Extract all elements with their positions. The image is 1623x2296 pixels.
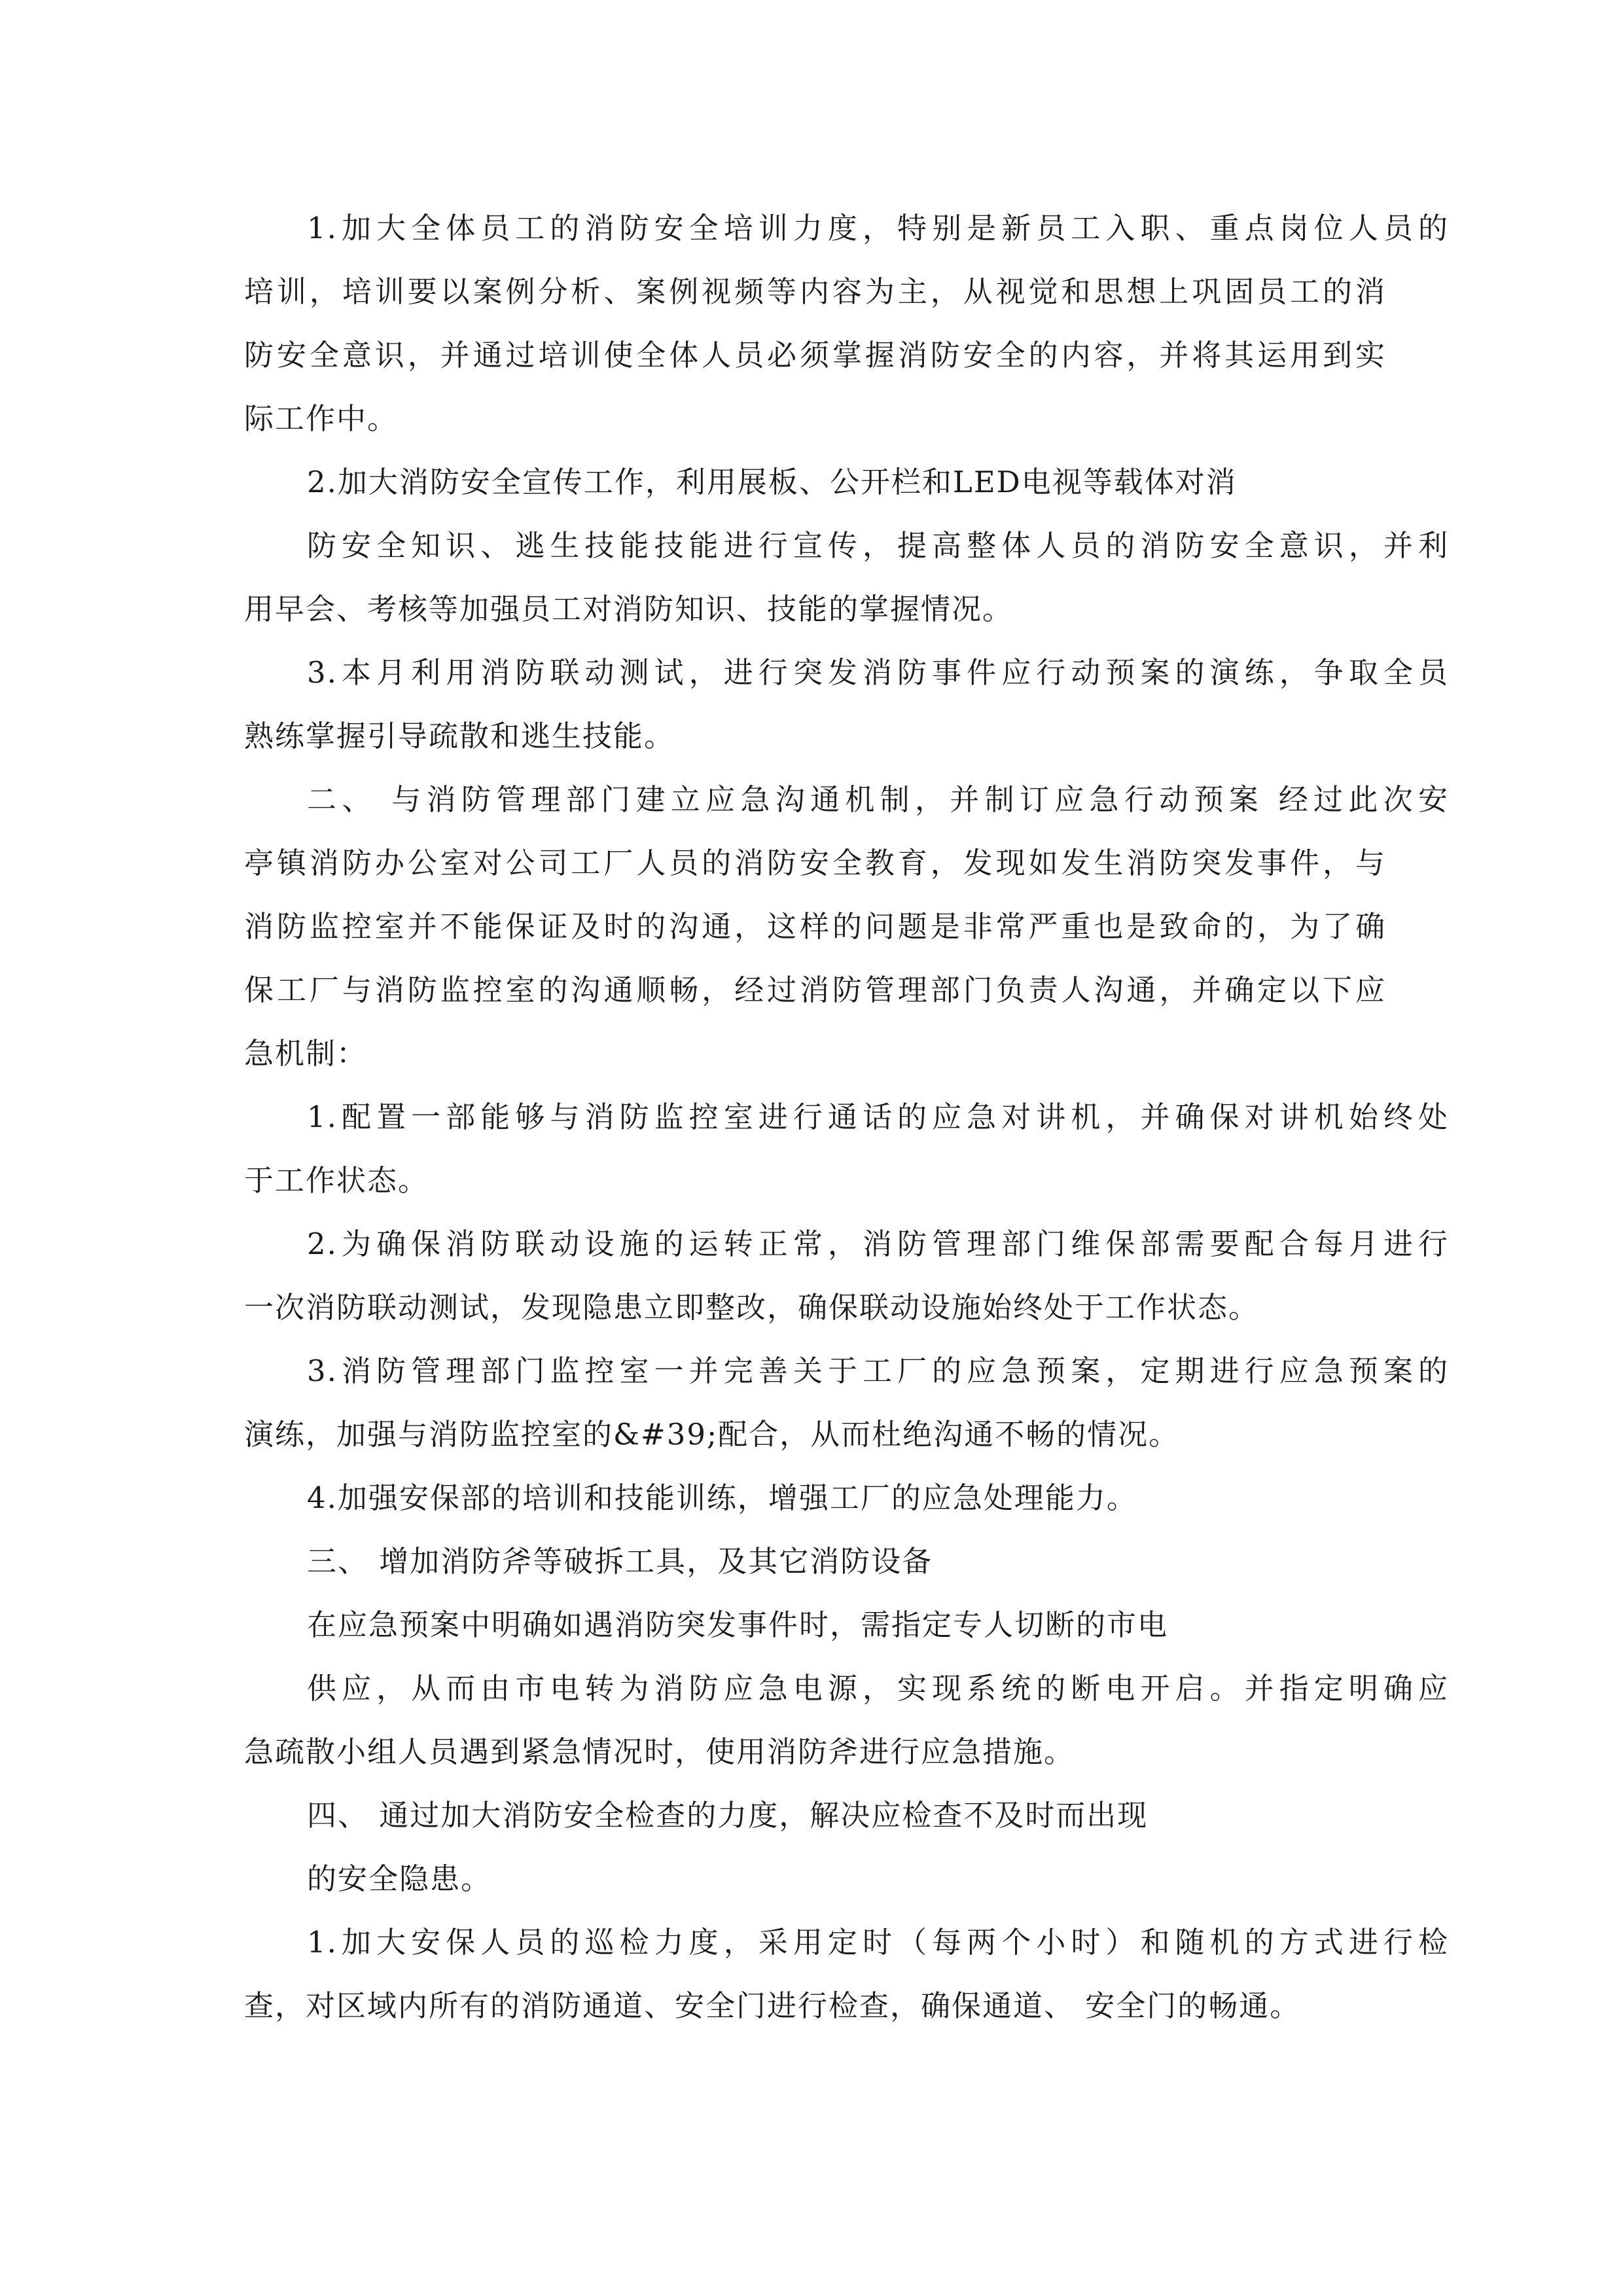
paragraph-line: 熟练掌握引导疏散和逃生技能。 <box>244 719 675 753</box>
document-body <box>244 196 1449 2037</box>
paragraph-line: 防安全意识，并通过培训使全体人员必须掌握消防安全的内容，并将其运用到实 <box>244 338 1386 372</box>
paragraph-line: 际工作中。 <box>244 401 399 436</box>
paragraph-line: 2.加大消防安全宣传工作，利用展板、公开栏和LED电视等载体对消 <box>307 465 1237 499</box>
section-heading-4: 四、 通过加大消防安全检查的力度，解决应检查不及时而出现 <box>307 1798 1149 1833</box>
paragraph-line: 消防监控室并不能保证及时的沟通，这样的问题是非常严重也是致命的，为了确 <box>244 909 1386 944</box>
paragraph-line: 的安全隐患。 <box>307 1861 492 1896</box>
paragraph-line: 2.为确保消防联动设施的运转正常，消防管理部门维保部需要配合每月进行 <box>307 1227 1449 1261</box>
paragraph-line: 亭镇消防办公室对公司工厂人员的消防安全教育，发现如发生消防突发事件，与 <box>244 846 1386 880</box>
paragraph-line: 演练，加强与消防监控室的&#39;配合，从而杜绝沟通不畅的情况。 <box>244 1417 1180 1452</box>
paragraph-line: 查，对区域内所有的消防通道、安全门进行检查，确保通道、 安全门的畅通。 <box>244 1988 1301 2023</box>
paragraph-line: 于工作状态。 <box>244 1163 429 1198</box>
paragraph-line: 在应急预案中明确如遇消防突发事件时，需指定专人切断的市电 <box>307 1607 1169 1642</box>
paragraph-line: 3.本月利用消防联动测试，进行突发消防事件应行动预案的演练，争取全员 <box>307 655 1449 690</box>
paragraph-line: 急疏散小组人员遇到紧急情况时，使用消防斧进行应急措施。 <box>244 1734 1075 1769</box>
paragraph-line: 1.配置一部能够与消防监控室进行通话的应急对讲机，并确保对讲机始终处 <box>307 1100 1449 1134</box>
paragraph-line: 急机制： <box>244 1036 368 1071</box>
paragraph-line: 用早会、考核等加强员工对消防知识、技能的掌握情况。 <box>244 592 1014 626</box>
paragraph-line: 供应，从而由市电转为消防应急电源，实现系统的断电开启。并指定明确应 <box>307 1671 1449 1706</box>
paragraph-line: 3.消防管理部门监控室一并完善关于工厂的应急预案，定期进行应急预案的 <box>307 1354 1449 1388</box>
paragraph-line: 一次消防联动测试，发现隐患立即整改，确保联动设施始终处于工作状态。 <box>244 1290 1260 1325</box>
paragraph-line: 保工厂与消防监控室的沟通顺畅，经过消防管理部门负责人沟通，并确定以下应 <box>244 973 1386 1007</box>
paragraph-line: 培训，培训要以案例分析、案例视频等内容为主，从视觉和思想上巩固员工的消 <box>244 274 1386 309</box>
paragraph-line: 防安全知识、逃生技能技能进行宣传，提高整体人员的消防安全意识，并利 <box>307 528 1449 563</box>
paragraph-line: 1.加大安保人员的巡检力度，采用定时（每两个小时）和随机的方式进行检 <box>307 1925 1449 1960</box>
section-heading-3: 三、 增加消防斧等破拆工具，及其它消防设备 <box>307 1544 933 1579</box>
paragraph-line: 1.加大全体员工的消防安全培训力度，特别是新员工入职、重点岗位人员的 <box>307 211 1449 245</box>
section-heading-2: 二、 与消防管理部门建立应急沟通机制，并制订应急行动预案 经过此次安 <box>307 782 1449 817</box>
paragraph-line: 4.加强安保部的培训和技能训练，增强工厂的应急处理能力。 <box>307 1480 1137 1515</box>
